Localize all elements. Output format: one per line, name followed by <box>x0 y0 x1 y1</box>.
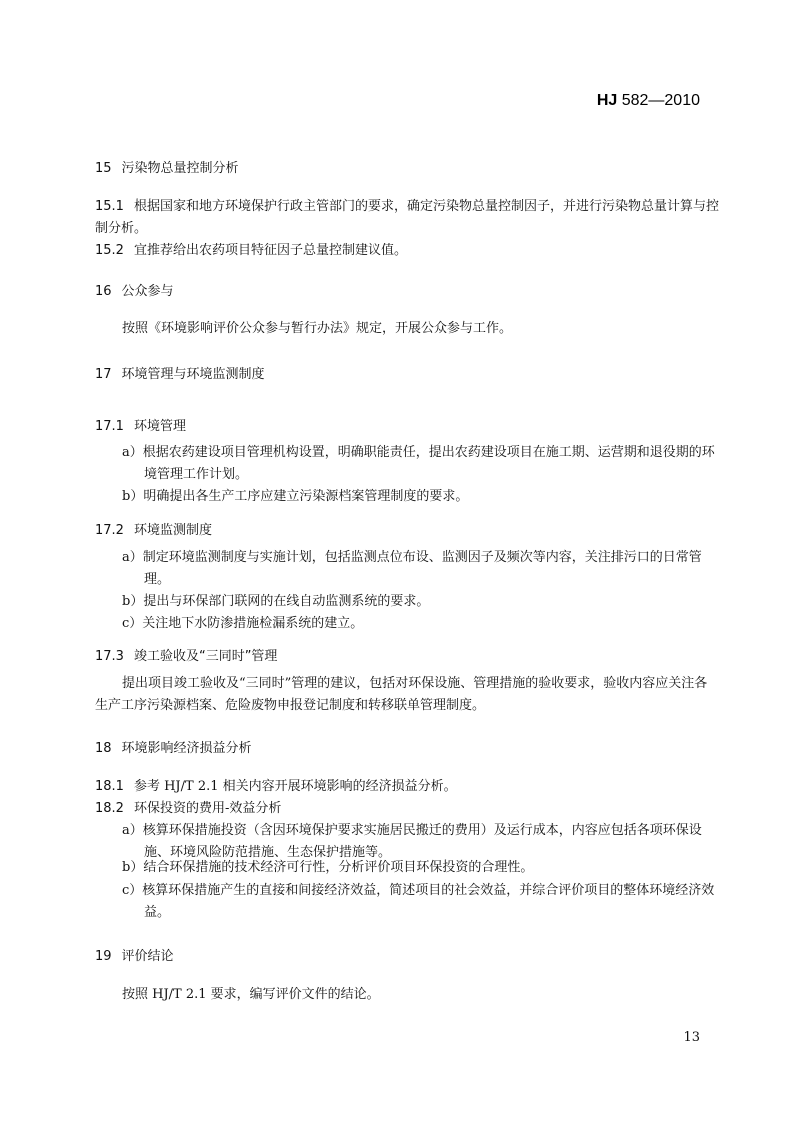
clause-17-1-heading <box>95 415 186 434</box>
section-number: 19 <box>95 949 112 964</box>
clause-number: 15.2 <box>95 243 124 258</box>
section-title: 评价结论 <box>121 949 174 964</box>
clause-18-1 <box>95 776 719 798</box>
clause-17-2-heading <box>95 519 212 538</box>
list-item: a）制定环境监测制度与实施计划，包括监测点位布设、监测因子及频次等内容，关注排污口的日常管理。 <box>122 550 702 587</box>
section-16-paragraph: 按照《环境影响评价公众参与暂行办法》规定，开展公众参与工作。 <box>122 321 513 336</box>
clause-number: 18.1 <box>95 779 124 794</box>
list-item: a）根据农药建设项目管理机构设置，明确职能责任，提出农药建设项目在施工期、运营期和退役期的环境管理工作计划。 <box>122 445 715 482</box>
list-item: c）核算环保措施产生的直接和间接经济效益，简述项目的社会效益，并综合评价项目的整体环境经济效益。 <box>122 883 715 920</box>
clause-number: 17.2 <box>95 523 124 538</box>
section-19-paragraph: 按照 HJ/T 2.1 要求，编写评价文件的结论。 <box>122 987 380 1002</box>
clause-18-2 <box>95 798 719 820</box>
section-number: 17 <box>95 367 112 382</box>
standard-code-prefix: HJ <box>596 92 618 109</box>
clause-17-3-heading <box>95 645 277 664</box>
section-18-heading <box>95 737 252 756</box>
list-item: c）关注地下水防渗措施检漏系统的建立。 <box>122 616 364 631</box>
list-item: b）结合环保措施的技术经济可行性，分析评价项目环保投资的合理性。 <box>122 860 534 875</box>
section-title: 环境管理与环境监测制度 <box>121 367 265 382</box>
clause-number: 17.1 <box>95 419 124 434</box>
section-16-heading <box>95 280 174 299</box>
section-17-heading <box>95 363 265 382</box>
list-item: b）提出与环保部门联网的在线自动监测系统的要求。 <box>122 594 430 609</box>
list-item: b）明确提出各生产工序应建立污染源档案管理制度的要求。 <box>122 489 469 504</box>
clause-text: 参考 HJ/T 2.1 相关内容开展环境影响的经济损益分析。 <box>133 779 457 794</box>
clause-17-3-paragraph: 提出项目竣工验收及“三同时”管理的建议，包括对环保设施、管理措施的验收要求，验收内容应关注各生产工序污染源档案、危险废物申报登记制度和转移联单管理制度。 <box>95 676 708 713</box>
list-item: a）核算环保措施投资（含因环境保护要求实施居民搬迁的费用）及运行成本，内容应包括各项环保设施、环境风险防范措施、生态保护措施等。 <box>122 823 702 860</box>
clause-title: 竣工验收及“三同时”管理 <box>133 649 278 664</box>
clause-text: 根据国家和地方环境保护行政主管部门的要求，确定污染物总量控制因子，并进行污染物总量计算与控制分析。 <box>95 199 719 236</box>
section-number: 15 <box>95 161 112 176</box>
clause-number: 17.3 <box>95 649 124 664</box>
section-title: 公众参与 <box>121 284 174 299</box>
clause-text: 环保投资的费用-效益分析 <box>133 801 282 816</box>
section-number: 16 <box>95 284 112 299</box>
page-number: 13 <box>683 1030 700 1045</box>
standard-code-number: 582—2010 <box>617 92 700 109</box>
clause-number: 15.1 <box>95 199 124 214</box>
clause-title: 环境监测制度 <box>133 523 212 538</box>
clause-title: 环境管理 <box>133 419 186 434</box>
clause-text: 宜推荐给出农药项目特征因子总量控制建议值。 <box>133 243 407 258</box>
clause-15-1 <box>95 196 719 240</box>
section-15-heading <box>95 157 239 176</box>
clause-15-2 <box>95 240 719 262</box>
section-number: 18 <box>95 741 112 756</box>
standard-code <box>597 92 700 110</box>
section-title: 环境影响经济损益分析 <box>121 741 252 756</box>
section-19-heading <box>95 945 174 964</box>
clause-number: 18.2 <box>95 801 124 816</box>
section-title: 污染物总量控制分析 <box>121 161 239 176</box>
